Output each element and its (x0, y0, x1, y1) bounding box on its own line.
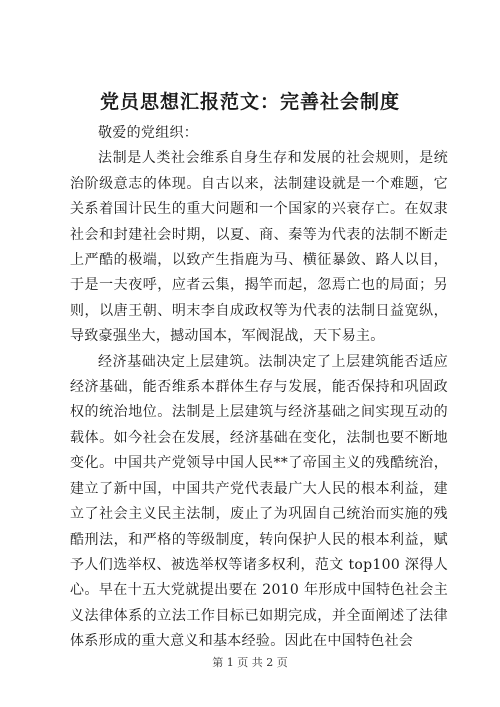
paragraph-law: 法制是人类社会维系自身生存和发展的社会规则，是统治阶级意志的体现。自古以来，法制建设就是一个难题，它关系着国计民生的重大问题和一个国家的兴衰存亡。在奴隶社会和封建社会时期，以夏、商、秦等为代表的法制不断走上严酷的极端，以致产生指鹿为马、横征暴敛、路人以目，于是一夫夜呼，应者云集，揭竿而起，忽焉亡也的局面；另则，以唐王朝、明末李自成政权等为代表的法制日益宽纵，导致豪强坐大，撼动国本，军阀混战，天下易主。 (70, 150, 448, 345)
paragraph-economy: 经济基础决定上层建筑。法制决定了上层建筑能否适应经济基础，能否维系本群体生存与发展，能否保持和巩固政权的统治地位。法制是上层建筑与经济基础之间实现互动的载体。如今社会在发展，经济基础在变化，法制也要不断地变化。中国共产党领导中国人民**了帝国主义的残酷统治，建立了新中国，中国共产党代表最广大人民的根本利益，建立了社会主义民主法制，废止了为巩固自己统治而实施的残酷刑法，和严格的等级制度，转向保护人民的根本利益，赋予人们选举权、被选举权等诸多权利，范文 top100 深得人心。早在十五大党就提出要在 2010 年形成中国特色社会主义法律体系的立法工作目标已如期完成，并全面阐述了法律体系形成的重大意义和基本经验。因此在中国特色社会 (70, 353, 448, 650)
document-body (70, 121, 448, 655)
salutation: 敬爱的党组织： (98, 125, 199, 141)
document-title: 党员思想汇报范文：完善社会制度 (99, 91, 400, 113)
page-footer: 第 1 页 共 2 页 (212, 656, 288, 669)
